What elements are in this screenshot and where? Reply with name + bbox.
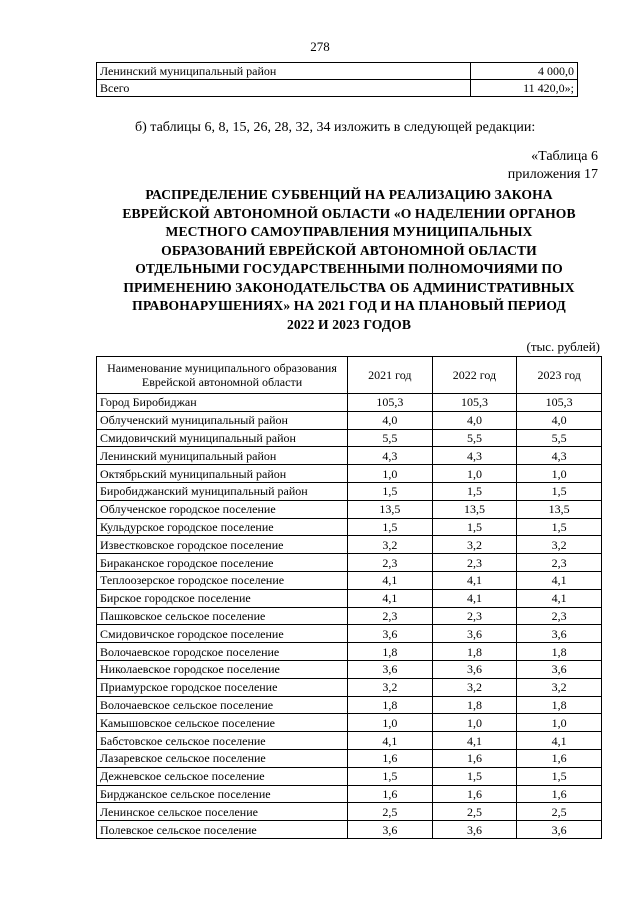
- table-row: [97, 678, 602, 696]
- municipality-cell: Смидовичское городское поселение: [97, 625, 348, 643]
- municipality-cell: Город Биробиджан: [97, 394, 348, 412]
- value-2021-cell: 1,8: [348, 696, 433, 714]
- value-2021-cell: 1,0: [348, 714, 433, 732]
- table-row: [97, 571, 602, 589]
- municipality-cell: Биробиджанский муниципальный район: [97, 482, 348, 500]
- table-header-row: [97, 357, 602, 394]
- table-row: [97, 625, 602, 643]
- table-row: [97, 518, 602, 536]
- value-2022-cell: 3,2: [432, 678, 517, 696]
- table-row: [97, 767, 602, 785]
- value-2022-cell: 1,5: [432, 518, 517, 536]
- value-2023-cell: 4,3: [517, 447, 602, 465]
- value-2022-cell: 3,6: [432, 660, 517, 678]
- value-2021-cell: 4,3: [348, 447, 433, 465]
- value-2022-cell: 3,6: [432, 821, 517, 839]
- table-row: [97, 465, 602, 483]
- value-2023-cell: 2,3: [517, 554, 602, 572]
- value-2023-cell: 3,2: [517, 678, 602, 696]
- value-2022-cell: 5,5: [432, 429, 517, 447]
- value-2023-cell: 3,6: [517, 660, 602, 678]
- value-2023-cell: 3,6: [517, 625, 602, 643]
- value-2021-cell: 3,2: [348, 536, 433, 554]
- table-reference: [508, 148, 598, 184]
- title-line: ОТДЕЛЬНЫМИ ГОСУДАРСТВЕННЫМИ ПОЛНОМОЧИЯМИ ПО: [135, 261, 563, 276]
- value-2023-cell: 13,5: [517, 500, 602, 518]
- value-2023-cell: 4,1: [517, 571, 602, 589]
- value-2023-cell: 4,1: [517, 589, 602, 607]
- header-2022: 2022 год: [432, 357, 517, 394]
- value-2023-cell: 1,6: [517, 785, 602, 803]
- value-2021-cell: 4,0: [348, 411, 433, 429]
- value-2022-cell: 1,6: [432, 749, 517, 767]
- value-2023-cell: 1,8: [517, 696, 602, 714]
- value-2022-cell: 105,3: [432, 394, 517, 412]
- municipality-cell: Ленинский муниципальный район: [97, 447, 348, 465]
- title-line: РАСПРЕДЕЛЕНИЕ СУБВЕНЦИЙ НА РЕАЛИЗАЦИЮ ЗАКОНА: [145, 187, 553, 202]
- value-2023-cell: 1,5: [517, 518, 602, 536]
- row-name: Ленинский муниципальный район: [97, 63, 471, 80]
- value-2022-cell: 13,5: [432, 500, 517, 518]
- value-2021-cell: 3,2: [348, 678, 433, 696]
- value-2021-cell: 1,6: [348, 749, 433, 767]
- municipality-cell: Бирджанское сельское поселение: [97, 785, 348, 803]
- value-2023-cell: 1,0: [517, 465, 602, 483]
- municipality-cell: Полевское сельское поселение: [97, 821, 348, 839]
- subventions-table: [96, 356, 602, 839]
- municipality-cell: Кульдурское городское поселение: [97, 518, 348, 536]
- municipality-cell: Бираканское городское поселение: [97, 554, 348, 572]
- value-2021-cell: 1,5: [348, 767, 433, 785]
- table-row: [97, 803, 602, 821]
- value-2022-cell: 3,6: [432, 625, 517, 643]
- table-row: [97, 536, 602, 554]
- municipality-cell: Известковское городское поселение: [97, 536, 348, 554]
- table-row: [97, 500, 602, 518]
- value-2023-cell: 105,3: [517, 394, 602, 412]
- value-2021-cell: 13,5: [348, 500, 433, 518]
- title-line: МЕСТНОГО САМОУПРАВЛЕНИЯ МУНИЦИПАЛЬНЫХ: [165, 224, 533, 239]
- municipality-cell: Облученский муниципальный район: [97, 411, 348, 429]
- value-2021-cell: 4,1: [348, 589, 433, 607]
- value-2023-cell: 1,8: [517, 643, 602, 661]
- value-2022-cell: 1,5: [432, 482, 517, 500]
- municipality-cell: Ленинское сельское поселение: [97, 803, 348, 821]
- table-row: [97, 63, 578, 80]
- value-2023-cell: 2,3: [517, 607, 602, 625]
- municipality-cell: Бирское городское поселение: [97, 589, 348, 607]
- municipality-cell: Камышовское сельское поселение: [97, 714, 348, 732]
- intro-text: б) таблицы 6, 8, 15, 26, 28, 32, 34 изложить в следующей редакции:: [135, 120, 536, 135]
- municipality-cell: Приамурское городское поселение: [97, 678, 348, 696]
- table-row: [97, 643, 602, 661]
- value-2021-cell: 1,5: [348, 482, 433, 500]
- table-row: [97, 80, 578, 97]
- municipality-cell: Смидовичский муниципальный район: [97, 429, 348, 447]
- value-2021-cell: 1,6: [348, 785, 433, 803]
- value-2022-cell: 4,0: [432, 411, 517, 429]
- value-2021-cell: 4,1: [348, 732, 433, 750]
- header-municipality: Наименование муниципального образования Еврейской автономной области: [97, 357, 348, 394]
- value-2022-cell: 4,1: [432, 589, 517, 607]
- municipality-cell: Волочаевское сельское поселение: [97, 696, 348, 714]
- table-row: [97, 660, 602, 678]
- value-2023-cell: 1,0: [517, 714, 602, 732]
- municipality-cell: Октябрьский муниципальный район: [97, 465, 348, 483]
- table-row: [97, 589, 602, 607]
- value-2022-cell: 2,3: [432, 554, 517, 572]
- table-row: [97, 607, 602, 625]
- title-line: ОБРАЗОВАНИЙ ЕВРЕЙСКОЙ АВТОНОМНОЙ ОБЛАСТИ: [161, 242, 537, 258]
- value-2022-cell: 3,2: [432, 536, 517, 554]
- table-row: [97, 696, 602, 714]
- table-row: [97, 429, 602, 447]
- table-reference-line-1: «Таблица 6: [531, 149, 598, 164]
- title-line: ПРАВОНАРУШЕНИЯХ» НА 2021 ГОД И НА ПЛАНОВЫЙ ПЕРИОД: [132, 298, 566, 313]
- value-2023-cell: 1,6: [517, 749, 602, 767]
- title-line: ПРИМЕНЕНИЮ ЗАКОНОДАТЕЛЬСТВА ОБ АДМИНИСТРАТИВНЫХ: [123, 279, 575, 295]
- value-2023-cell: 2,5: [517, 803, 602, 821]
- value-2021-cell: 1,8: [348, 643, 433, 661]
- header-2023: 2023 год: [517, 357, 602, 394]
- value-2022-cell: 4,1: [432, 571, 517, 589]
- value-2021-cell: 2,3: [348, 607, 433, 625]
- value-2022-cell: 1,8: [432, 696, 517, 714]
- value-2023-cell: 5,5: [517, 429, 602, 447]
- value-2022-cell: 2,3: [432, 607, 517, 625]
- value-2022-cell: 1,5: [432, 767, 517, 785]
- row-name: Всего: [97, 80, 471, 97]
- value-2023-cell: 3,2: [517, 536, 602, 554]
- table-row: [97, 732, 602, 750]
- value-2022-cell: 2,5: [432, 803, 517, 821]
- table-row: [97, 749, 602, 767]
- value-2021-cell: 3,6: [348, 625, 433, 643]
- municipality-cell: Бабстовское сельское поселение: [97, 732, 348, 750]
- value-2021-cell: 105,3: [348, 394, 433, 412]
- value-2021-cell: 2,5: [348, 803, 433, 821]
- value-2023-cell: 4,0: [517, 411, 602, 429]
- table-row: [97, 394, 602, 412]
- municipality-cell: Теплоозерское городское поселение: [97, 571, 348, 589]
- value-2023-cell: 4,1: [517, 732, 602, 750]
- table-row: [97, 821, 602, 839]
- value-2021-cell: 2,3: [348, 554, 433, 572]
- municipality-cell: Дежневское сельское поселение: [97, 767, 348, 785]
- value-2023-cell: 3,6: [517, 821, 602, 839]
- previous-table-tail: [96, 62, 578, 97]
- value-2022-cell: 4,3: [432, 447, 517, 465]
- table-row: [97, 411, 602, 429]
- value-2023-cell: 1,5: [517, 482, 602, 500]
- municipality-cell: Облученское городское поселение: [97, 500, 348, 518]
- value-2022-cell: 1,0: [432, 465, 517, 483]
- municipality-cell: Волочаевское городское поселение: [97, 643, 348, 661]
- value-2021-cell: 3,6: [348, 821, 433, 839]
- value-2022-cell: 1,0: [432, 714, 517, 732]
- row-value: 11 420,0»;: [471, 80, 578, 97]
- document-title: [96, 186, 602, 334]
- title-line: 2022 И 2023 ГОДОВ: [286, 316, 412, 332]
- value-2022-cell: 1,8: [432, 643, 517, 661]
- municipality-cell: Николаевское городское поселение: [97, 660, 348, 678]
- page-number: 278: [310, 39, 330, 54]
- table-reference-line-2: приложения 17: [507, 167, 598, 182]
- table-row: [97, 482, 602, 500]
- table-row: [97, 447, 602, 465]
- municipality-cell: Лазаревское сельское поселение: [97, 749, 348, 767]
- title-line: ЕВРЕЙСКОЙ АВТОНОМНОЙ ОБЛАСТИ «О НАДЕЛЕНИИ ОРГАНОВ: [122, 205, 576, 221]
- table-row: [97, 714, 602, 732]
- row-value: 4 000,0: [471, 63, 578, 80]
- table-row: [97, 554, 602, 572]
- value-2022-cell: 1,6: [432, 785, 517, 803]
- units-label: (тыс. рублей): [526, 339, 600, 354]
- value-2021-cell: 5,5: [348, 429, 433, 447]
- value-2021-cell: 4,1: [348, 571, 433, 589]
- value-2023-cell: 1,5: [517, 767, 602, 785]
- value-2021-cell: 3,6: [348, 660, 433, 678]
- value-2022-cell: 4,1: [432, 732, 517, 750]
- municipality-cell: Пашковское сельское поселение: [97, 607, 348, 625]
- value-2021-cell: 1,0: [348, 465, 433, 483]
- value-2021-cell: 1,5: [348, 518, 433, 536]
- header-2021: 2021 год: [348, 357, 433, 394]
- table-row: [97, 785, 602, 803]
